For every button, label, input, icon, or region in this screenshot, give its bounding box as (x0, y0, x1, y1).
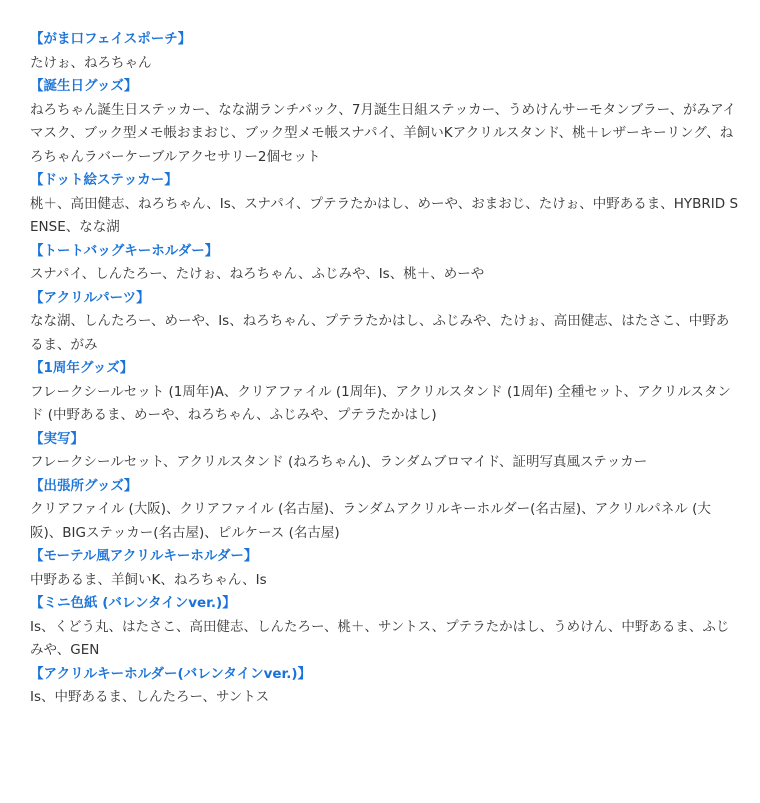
section-gamaguchi-face-pouch (30, 28, 742, 75)
section-heading: 【トートバッグキーホルダー】 (30, 242, 219, 259)
section-heading: 【実写】 (30, 430, 84, 447)
section-items: スナパイ、しんたろー、たけぉ、ねろちゃん、ふじみや、Is、桃＋、めーや (30, 266, 485, 282)
section-heading: 【アクリルパーツ】 (30, 289, 150, 306)
section-items: たけぉ、ねろちゃん (30, 54, 152, 71)
section-acrylic-parts (30, 287, 742, 358)
section-motel-acrylic-keychain (30, 545, 742, 592)
section-heading: 【出張所グッズ】 (30, 477, 138, 494)
section-items: ねろちゃん誕生日ステッカー、なな湖ランチバック、7月誕生日組ステッカー、うめけんサーモタンブラー、がみアイマスク、ブック型メモ帳おまおじ、ブック型メモ帳スナパイ、羊飼いKアクリルスタンド、桃＋レザーキーリング、ねろちゃんラバーケーブルアクセサリー2個セット (30, 101, 736, 165)
section-tote-bag-keychain (30, 240, 742, 287)
section-branch-store-goods (30, 475, 742, 546)
section-items: Is、中野あるま、しんたろー、サントス (30, 689, 270, 705)
section-heading: 【ミニ色紙 (バレンタインver.)】 (30, 595, 236, 611)
section-heading: 【アクリルキーホルダー(バレンタインver.)】 (30, 665, 312, 682)
section-heading: 【1周年グッズ】 (30, 360, 134, 376)
section-pixel-art-stickers (30, 169, 742, 240)
section-birthday-goods (30, 75, 742, 169)
section-items: クリアファイル (大阪)、クリアファイル (名古屋)、ランダムアクリルキーホルダー(名古屋)、アクリルパネル (大阪)、BIGステッカー(名古屋)、ピルケース (名古屋) (30, 501, 711, 541)
section-mini-shikishi-valentine (30, 592, 742, 663)
section-items: Is、くどう丸、はたさこ、高田健志、しんたろー、桃＋、サントス、プテラたかはし、うめけん、中野あるま、ふじみや、GEN (30, 618, 730, 658)
section-heading: 【ドット絵ステッカー】 (30, 172, 178, 188)
section-items: フレークシールセット、アクリルスタンド (ねろちゃん)、ランダムブロマイド、証明写真風ステッカー (30, 454, 648, 470)
section-items: フレークシールセット (1周年)A、クリアファイル (1周年)、アクリルスタンド (1周年) 全種セット、アクリルスタンド (中野あるま、めーや、ねろちゃん、ふじみや、プテラたかはし) (30, 383, 731, 423)
section-items: 桃＋、高田健志、ねろちゃん、Is、スナパイ、プテラたかはし、めーや、おまおじ、たけぉ、中野あるま、HYBRID SENSE、なな湖 (30, 195, 739, 235)
section-heading: 【モーテル風アクリルキーホルダー】 (30, 548, 258, 564)
merch-list (30, 28, 742, 710)
section-first-anniversary-goods (30, 357, 742, 428)
section-heading: 【誕生日グッズ】 (30, 78, 138, 94)
section-live-action (30, 428, 742, 475)
section-heading: 【がま口フェイスポーチ】 (30, 31, 192, 47)
section-items: なな湖、しんたろー、めーや、Is、ねろちゃん、プテラたかはし、ふじみや、たけぉ、高田健志、はたさこ、中野あるま、がみ (30, 313, 730, 353)
section-items: 中野あるま、羊飼いK、ねろちゃん、Is (30, 571, 267, 588)
section-acrylic-keychain-valentine (30, 663, 742, 710)
